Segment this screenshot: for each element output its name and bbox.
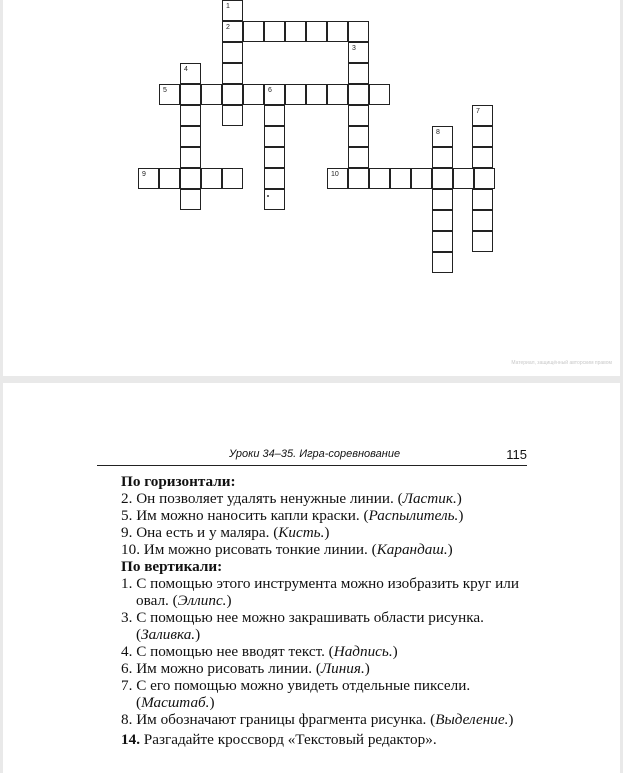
- crossword-cell: [264, 21, 285, 42]
- clue-answer: Кисть.: [278, 524, 325, 541]
- clue-number: 9: [142, 171, 146, 178]
- clue-item: [121, 575, 533, 609]
- task-text: Разгадайте кроссворд «Текстовый редактор».: [143, 731, 437, 748]
- clue-text: 8. Им обозначают границы фрагмента рисунка. (: [121, 711, 436, 728]
- vertical-clues: [121, 575, 533, 728]
- crossword-cell: [411, 168, 432, 189]
- page-header: [97, 447, 527, 466]
- crossword-cell: [180, 168, 201, 189]
- crossword-cell: [327, 168, 348, 189]
- crossword-cell: [348, 63, 369, 84]
- crossword-cell: [180, 189, 201, 210]
- crossword-cell: [222, 105, 243, 126]
- crossword-cell: [432, 168, 453, 189]
- crossword-cell: [264, 84, 285, 105]
- crossword-cell: [306, 21, 327, 42]
- crossword-cell: [348, 84, 369, 105]
- crossword-cell: [432, 210, 453, 231]
- crossword-cell: [474, 168, 495, 189]
- page-number: 115: [506, 447, 527, 462]
- crossword-cell: [243, 21, 264, 42]
- task-line: [121, 731, 533, 748]
- crossword-cell: [201, 168, 222, 189]
- crossword-cell: [285, 21, 306, 42]
- clue-text: 6. Им можно рисовать линии. (: [121, 660, 321, 677]
- crossword-cell: [243, 84, 264, 105]
- clue-answer: Выделение.: [435, 711, 509, 728]
- crossword-cell: [472, 147, 493, 168]
- crossword-cell: [159, 84, 180, 105]
- crossword-cell: [369, 84, 390, 105]
- clue-close: ): [364, 660, 370, 677]
- crossword-cell: [348, 42, 369, 63]
- crossword-cell: [222, 63, 243, 84]
- clue-answer: Эллипс.: [177, 592, 227, 609]
- clue-answer: Заливка.: [141, 626, 196, 643]
- crossword-cell: [348, 126, 369, 147]
- crossword-cell: [369, 168, 390, 189]
- clue-number: 1: [226, 3, 230, 10]
- clue-text: 3. С помощью нее можно закрашивать области рисунка. (: [121, 609, 484, 643]
- crossword-cell: [222, 42, 243, 63]
- crossword-cell: [306, 84, 327, 105]
- clue-text: 7. С его помощью можно увидеть отдельные пиксели. (: [121, 677, 471, 711]
- crossword-cell: [222, 84, 243, 105]
- clue-number: 8: [436, 129, 440, 136]
- crossword-cell: [180, 84, 201, 105]
- crossword-cell: [432, 189, 453, 210]
- crossword-cell: [264, 105, 285, 126]
- clue-item: [121, 524, 533, 541]
- crossword-cell: [180, 105, 201, 126]
- clue-number: 7: [476, 108, 480, 115]
- crossword-cell: [264, 189, 285, 210]
- crossword-cell: [327, 84, 348, 105]
- clue-answer: Масштаб.: [141, 694, 210, 711]
- clue-text: 2. Он позволяет удалять ненужные линии. (: [121, 490, 403, 507]
- clue-text: 5. Им можно наносить капли краски. (: [121, 507, 369, 524]
- clue-item: [121, 609, 533, 643]
- task-number: 14.: [121, 731, 140, 748]
- crossword-cell: [264, 126, 285, 147]
- horizontal-clues: [121, 490, 533, 558]
- clue-close: ): [508, 711, 514, 728]
- watermark: Материал, защищённый авторским правом: [511, 360, 612, 366]
- crossword-cell: [327, 21, 348, 42]
- crossword-grid: [3, 0, 620, 376]
- clue-number: 5: [163, 87, 167, 94]
- clue-item: [121, 711, 533, 728]
- crossword-cell: [264, 147, 285, 168]
- clue-item: [121, 541, 533, 558]
- crossword-cell: [222, 21, 243, 42]
- crossword-cell: [180, 63, 201, 84]
- clue-answer: Карандаш.: [376, 541, 448, 558]
- crossword-cell: [201, 84, 222, 105]
- clue-text: 10. Им можно рисовать тонкие линии. (: [121, 541, 377, 558]
- clue-answer: Линия.: [320, 660, 365, 677]
- crossword-cell: [472, 210, 493, 231]
- crossword-cell: [432, 252, 453, 273]
- clue-number: 10: [331, 171, 339, 178]
- clue-answer: Распылитель.: [368, 507, 459, 524]
- clues-text: [121, 473, 533, 748]
- clue-item: [121, 490, 533, 507]
- crossword-page: [3, 0, 620, 376]
- crossword-cell: [180, 126, 201, 147]
- textbook-page: [3, 383, 620, 773]
- clue-close: ): [226, 592, 232, 609]
- crossword-cell: [472, 231, 493, 252]
- clue-text: 1. С помощью этого инструмента можно изобразить круг или овал. (: [121, 575, 519, 609]
- crossword-cell: [348, 168, 369, 189]
- crossword-cell: [159, 168, 180, 189]
- crossword-cell: [432, 231, 453, 252]
- crossword-cell: [472, 105, 493, 126]
- crossword-cell: [348, 21, 369, 42]
- crossword-cell: [472, 126, 493, 147]
- crossword-cell: [348, 105, 369, 126]
- clue-close: ): [458, 507, 464, 524]
- vertical-heading: По вертикали:: [121, 558, 223, 575]
- clue-close: ): [456, 490, 462, 507]
- crossword-cell: [138, 168, 159, 189]
- clue-close: ): [447, 541, 453, 558]
- crossword-cell: [222, 0, 243, 21]
- crossword-cell: [432, 126, 453, 147]
- crossword-cell: [348, 147, 369, 168]
- clue-text: 4. С помощью нее вводят текст. (: [121, 643, 334, 660]
- stray-dot: [267, 195, 269, 197]
- crossword-cell: [432, 147, 453, 168]
- crossword-cell: [222, 168, 243, 189]
- clue-item: [121, 660, 533, 677]
- clue-number: 3: [352, 45, 356, 52]
- clue-item: [121, 677, 533, 711]
- clue-text: 9. Она есть и у маляра. (: [121, 524, 279, 541]
- clue-item: [121, 507, 533, 524]
- clue-item: [121, 643, 533, 660]
- clue-number: 4: [184, 66, 188, 73]
- lesson-title: Уроки 34–35. Игра-соревнование: [229, 448, 401, 460]
- clue-answer: Надпись.: [333, 643, 393, 660]
- crossword-cell: [180, 147, 201, 168]
- crossword-cell: [264, 168, 285, 189]
- clue-answer: Ластик.: [402, 490, 457, 507]
- horizontal-heading: По горизонтали:: [121, 473, 236, 490]
- clue-number: 6: [268, 87, 272, 94]
- crossword-cell: [285, 84, 306, 105]
- clue-close: ): [195, 626, 201, 643]
- crossword-cell: [472, 189, 493, 210]
- clue-close: ): [392, 643, 398, 660]
- crossword-cell: [390, 168, 411, 189]
- crossword-cell: [453, 168, 474, 189]
- clue-number: 2: [226, 24, 230, 31]
- clue-close: ): [324, 524, 330, 541]
- clue-close: ): [209, 694, 215, 711]
